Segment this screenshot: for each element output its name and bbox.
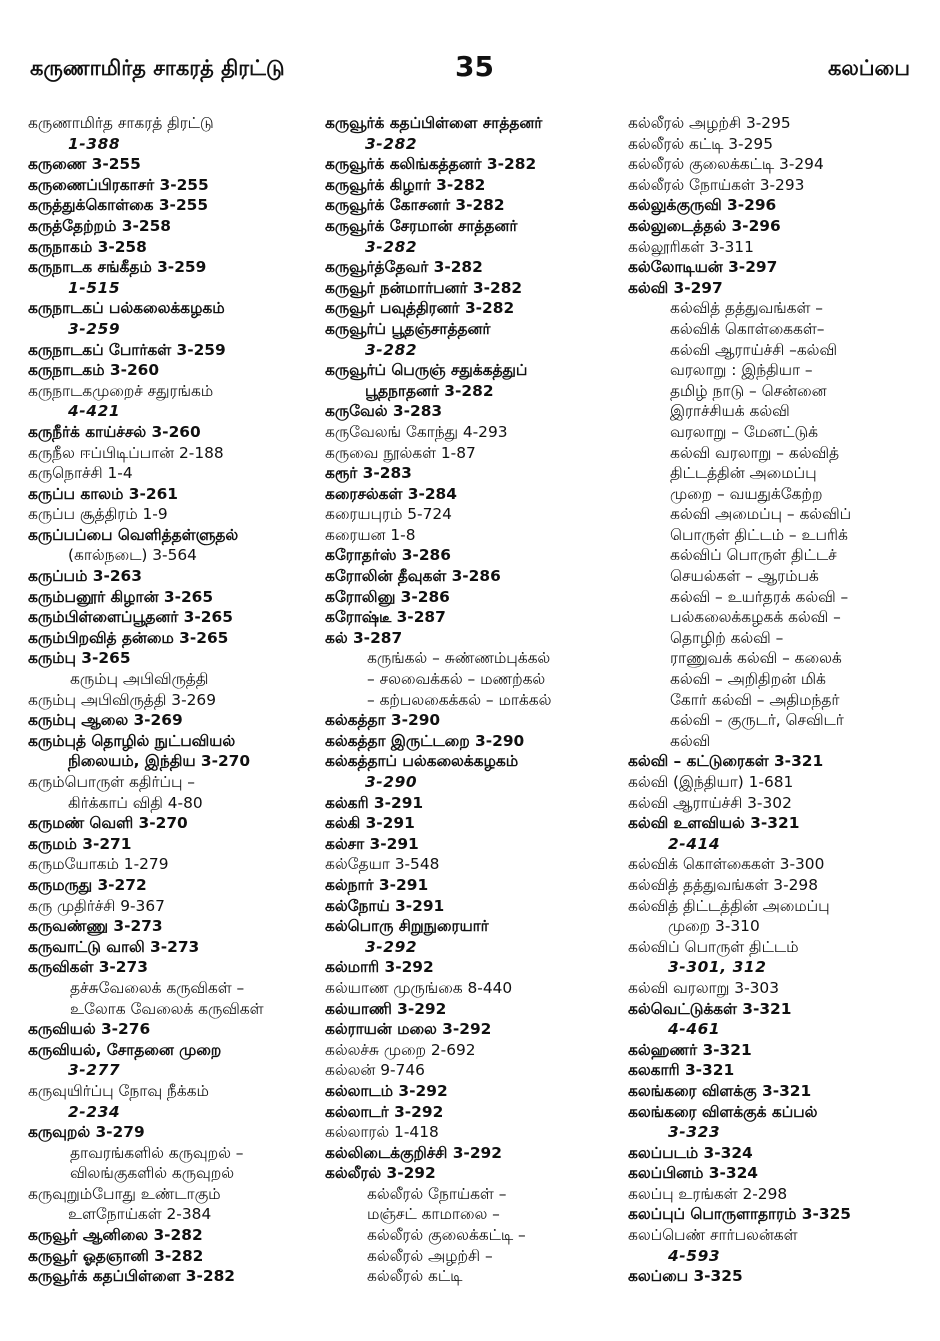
index-reference: 2-414 [668, 834, 721, 853]
index-reference: 4-593 [668, 1246, 721, 1265]
index-entry: கரோலினு 3-286 [325, 587, 450, 606]
index-subentry: வரலாறு : இந்தியா – [670, 361, 813, 380]
index-entry: கரும்பு ஆலை 3-269 [28, 711, 183, 730]
index-entry: கலப்பை 3-325 [628, 1267, 743, 1286]
index-subentry: கருங்கல் – சுண்ணம்புக்கல் [367, 649, 551, 668]
index-entry: கல்லாடம் 3-292 [325, 1081, 448, 1100]
index-entry: கரும்பு அபிவிருத்தி 3-269 [28, 690, 217, 709]
page-header [30, 50, 910, 96]
index-entry: கல்லீரல் குலைக்கட்டி 3-294 [628, 155, 824, 174]
index-entry: கல்லீரல் அழற்சி 3-295 [628, 114, 791, 132]
index-entry: கலங்கரை விளக்குக் கப்பல் [628, 1102, 818, 1121]
index-entry: கரையபுரம் 5-724 [325, 505, 452, 524]
index-entry: கல்லச்சு முறை 2-692 [325, 1040, 476, 1059]
index-entry: கரோஷ்டீ 3-287 [325, 608, 446, 627]
index-column-1 [28, 113, 318, 1287]
index-entry: கல்லுக்குருவி 3-296 [628, 196, 777, 215]
index-entry: கலப்பெண் சார்பலன்கள் [628, 1226, 798, 1245]
index-reference: 3-292 [365, 937, 418, 956]
index-entry: கருவூர்க் கலிங்கத்தனர் 3-282 [325, 155, 537, 174]
index-entry: கல்லோடியன் 3-297 [628, 258, 778, 277]
index-subentry: தொழிற் கல்வி – [670, 628, 784, 647]
index-entry: கரு முதிர்ச்சி 9-367 [28, 896, 165, 915]
index-entry: நிலையம், இந்திய 3-270 [68, 752, 251, 771]
index-entry: கருப்பம் 3-263 [28, 567, 142, 586]
index-entry: கல்கரி 3-291 [325, 793, 424, 812]
index-subentry: பொருள் திட்டம் – உபரிக் [670, 525, 848, 544]
index-entry: கருவியல் 3-276 [28, 1020, 151, 1039]
index-reference: 3-323 [668, 1123, 721, 1142]
index-entry: கரோதர்ஸ் 3-286 [325, 546, 451, 565]
index-entry: கருநாடகப் போர்கள் 3-259 [28, 340, 226, 359]
index-subentry: செயல்கள் – ஆரம்பக் [670, 567, 819, 586]
index-entry: கருவுறும்போது உண்டாகும் [28, 1184, 221, 1203]
index-entry: கருவூர்க் கிழார் 3-282 [325, 175, 486, 194]
index-reference: 3-259 [68, 319, 121, 338]
index-entry: கருவூர்க் கதப்பிள்ளை 3-282 [28, 1267, 235, 1286]
index-subentry: கல்லீரல் கட்டி [367, 1267, 463, 1286]
index-entry: கல்லாரல் 1-418 [325, 1123, 439, 1142]
index-entry: கல் 3-287 [325, 628, 403, 647]
index-subentry: திட்டத்தின் அமைப்பு [670, 464, 817, 483]
index-entry: கல்லூரிகள் 3-311 [628, 237, 754, 256]
index-entry: கருவூர்க் கதப்பிள்ளை சாத்தனர் [325, 114, 543, 132]
index-entry: கல்கத்தாப் பல்கலைக்கழகம் [325, 752, 519, 771]
index-entry: கல்ராயன் மலை 3-292 [325, 1020, 492, 1039]
index-subentry: கல்லீரல் அழற்சி – [367, 1246, 493, 1265]
index-entry: கல்யாண முருங்கை 8-440 [325, 978, 513, 997]
index-entry: கரும்பொருள் கதிர்ப்பு – [28, 773, 195, 791]
index-entry: கருப்ப சூத்திரம் 1-9 [28, 505, 168, 524]
index-entry: முறை 3-310 [668, 917, 760, 936]
index-entry: கருத்தேற்றம் 3-258 [28, 216, 172, 235]
index-entry: கருமண் வெளி 3-270 [28, 814, 188, 833]
index-entry: கல்வித் திட்டத்தின் அமைப்பு [628, 896, 830, 915]
index-entry: கருப்ப காலம் 3-261 [28, 484, 178, 503]
index-entry: கருமருது 3-272 [28, 875, 147, 894]
index-entry: கல்தேயா 3-548 [325, 855, 440, 874]
index-entry: கரும்பு 3-265 [28, 649, 131, 668]
index-entry: கருநாடகமுறைச் சதுரங்கம் [28, 381, 214, 400]
index-entry: கருவேலங் கோந்து 4-293 [325, 422, 508, 441]
index-entry: கருமயோகம் 1-279 [28, 855, 169, 874]
index-reference: 3-290 [365, 773, 418, 791]
index-entry: கலப்பினம் 3-324 [628, 1164, 759, 1183]
index-reference: 3-277 [68, 1061, 121, 1080]
index-entry: கருத்துக்கொள்கை 3-255 [28, 196, 209, 215]
index-entry: கலப்படம் 3-324 [628, 1143, 753, 1162]
index-entry: கல்வி (இந்தியா) 1-681 [628, 773, 794, 791]
index-entry: கரும்பனூர் கிழான் 3-265 [28, 587, 214, 606]
index-entry: உளநோய்கள் 2-384 [68, 1205, 212, 1224]
index-entry: கலகாரி 3-321 [628, 1061, 735, 1080]
index-entry: கருநாடக சங்கீதம் 3-259 [28, 258, 207, 277]
index-entry: (கால்நடை) 3-564 [68, 546, 197, 565]
index-entry: கரையன 1-8 [325, 525, 416, 544]
index-entry: கலப்பு உரங்கள் 2-298 [628, 1184, 788, 1203]
index-entry: கல்லன் 9-746 [325, 1061, 425, 1080]
index-subentry: விலங்குகளில் கருவுறல் [70, 1164, 234, 1183]
index-subentry: கல்வித் தத்துவங்கள் – [670, 299, 823, 318]
index-entry: கல்வி வரலாறு 3-303 [628, 978, 779, 997]
index-entry: கல்வெட்டுக்கள் 3-321 [628, 999, 792, 1018]
index-entry: கலங்கரை விளக்கு 3-321 [628, 1081, 812, 1100]
index-entry: கரும்பிள்ளைப்பூதனர் 3-265 [28, 608, 233, 627]
index-entry: கருவூர் ஓதஞானி 3-282 [28, 1246, 204, 1265]
index-subentry: கல்விக் கொள்கைகள்– [670, 319, 825, 338]
index-entry: கலப்புப் பொருளாதாரம் 3-325 [628, 1205, 851, 1224]
index-entry: கருவூர்ப் பூதஞ்சாத்தனர் [325, 319, 491, 338]
index-subentry: கல்வி அமைப்பு – கல்விப் [670, 505, 852, 524]
index-entry: கல்கத்தா 3-290 [325, 711, 441, 730]
index-subentry: கரும்பு அபிவிருத்தி [70, 670, 209, 689]
running-head-right: கலப்பை [828, 56, 910, 80]
index-reference: 3-301, 312 [668, 958, 767, 977]
index-entry: கரோலின் தீவுகள் 3-286 [325, 567, 501, 586]
index-subentry: கோர் கல்வி – அதிமந்தர் [670, 690, 840, 709]
index-subentry: தச்சுவேலைக் கருவிகள் – [70, 978, 245, 997]
index-entry: கருவூர்க் சேரமான் சாத்தனர் [325, 216, 518, 235]
index-reference: 3-282 [365, 237, 418, 256]
index-entry: கல்வி உளவியல் 3-321 [628, 814, 800, 833]
index-entry: கருநீர்க் காய்ச்சல் 3-260 [28, 422, 201, 441]
index-entry: கருவண்ணு 3-273 [28, 917, 163, 936]
index-entry: கரூர் 3-283 [325, 464, 412, 483]
index-entry: கல்லீரல் நோய்கள் 3-293 [628, 175, 805, 194]
index-subentry: முறை – வயதுக்கேற்ற [670, 484, 823, 503]
index-subentry: கல்வி – உயர்தரக் கல்வி – [670, 587, 849, 606]
index-reference: 4-461 [668, 1020, 721, 1039]
index-entry: கரும்பிறவித் தன்மை 3-265 [28, 628, 229, 647]
index-subentry: உலோக வேலைக் கருவிகள் [70, 999, 264, 1018]
index-entry: கரைசல்கள் 3-284 [325, 484, 457, 503]
index-entry: கல்கி 3-291 [325, 814, 415, 833]
index-subentry: இராச்சியக் கல்வி [670, 402, 790, 421]
index-reference: 2-234 [68, 1102, 121, 1121]
index-reference: 4-421 [68, 402, 121, 421]
index-entry: கருநாகம் 3-258 [28, 237, 147, 256]
index-subentry: வரலாறு – மேனட்டுக் [670, 422, 818, 441]
index-subentry: கல்வி ஆராய்ச்சி –கல்வி [670, 340, 837, 359]
index-entry: கருநாடகம் 3-260 [28, 361, 160, 380]
index-entry: கருவூர் பவுத்திரனர் 3-282 [325, 299, 515, 318]
index-entry: கருநொச்சி 1-4 [28, 464, 133, 483]
index-entry: கல்சா 3-291 [325, 834, 419, 853]
index-entry: கருவுறல் 3-279 [28, 1123, 145, 1142]
index-subentry: கல்வி – குருடர், செவிடர் [670, 711, 844, 730]
index-entry: கருவேல் 3-283 [325, 402, 443, 421]
index-entry: கருவுயிர்ப்பு நோவு நீக்கம் [28, 1081, 209, 1100]
index-subentry: தமிழ் நாடு – சென்னை [670, 381, 827, 400]
index-subentry: மஞ்சட் காமாலை – [367, 1205, 500, 1224]
index-entry: கருமம் 3-271 [28, 834, 132, 853]
index-subentry: பல்கலைக்கழகக் கல்வி – [670, 608, 841, 627]
index-entry: கல்வி 3-297 [628, 278, 723, 297]
index-entry: கல்லீரல் கட்டி 3-295 [628, 134, 773, 153]
index-column-2 [325, 113, 625, 1287]
index-entry: கல்நோய் 3-291 [325, 896, 445, 915]
index-entry: கருநீல ஈப்பிடிப்பான் 2-188 [28, 443, 224, 462]
index-entry: கருணைப்பிரகாசர் 3-255 [28, 175, 209, 194]
index-entry: கருநாடகப் பல்கலைக்கழகம் [28, 299, 225, 318]
index-reference: 3-282 [365, 134, 418, 153]
index-entry: கருவூர்த்தேவர் 3-282 [325, 258, 483, 277]
index-entry: கல்லுடைத்தல் 3-296 [628, 216, 781, 235]
index-entry: கருவிகள் 3-273 [28, 958, 148, 977]
index-subentry: ராணுவக் கல்வி – கலைக் [670, 649, 842, 668]
index-entry: கல்நார் 3-291 [325, 875, 429, 894]
index-entry: கல்லீரல் 3-292 [325, 1164, 436, 1183]
index-entry: கருணாமிர்த சாகரத் திரட்டு [28, 114, 214, 132]
index-entry: கருப்பப்பை வெளித்தள்ளுதல் [28, 525, 239, 544]
index-subentry: தாவரங்களில் கருவுறல் – [70, 1143, 244, 1162]
index-entry: கல்விப் பொருள் திட்டம் [628, 937, 799, 956]
index-entry: கருவை நூல்கள் 1-87 [325, 443, 476, 462]
index-subentry: கல்வி [670, 731, 711, 750]
index-reference: 3-282 [365, 340, 418, 359]
index-entry: கல்கத்தா இருட்டறை 3-290 [325, 731, 525, 750]
index-entry: கருவாட்டு வாலி 3-273 [28, 937, 200, 956]
index-column-3 [628, 113, 928, 1287]
index-entry: கல்மாரி 3-292 [325, 958, 434, 977]
index-entry: கருவூர் நன்மார்பனர் 3-282 [325, 278, 523, 297]
index-entry: கருவூர்ப் பெருஞ் சதுக்கத்துப் [325, 361, 528, 380]
index-subentry: – சலவைக்கல் – மணற்கல் [367, 670, 546, 689]
page-number: 35 [455, 50, 494, 83]
index-entry: கிர்க்காப் விதி 4-80 [68, 793, 203, 812]
index-entry: கல்வி – கட்டுரைகள் 3-321 [628, 752, 824, 771]
index-entry: கல்ஹணர் 3-321 [628, 1040, 752, 1059]
index-subentry: கல்விப் பொருள் திட்டச் [670, 546, 837, 565]
index-entry: கருவூர் ஆனிலை 3-282 [28, 1226, 203, 1245]
index-entry: கல்லிடைக்குறிச்சி 3-292 [325, 1143, 502, 1162]
index-subentry: கல்வி வரலாறு – கல்வித் [670, 443, 840, 462]
index-entry: கல்வித் தத்துவங்கள் 3-298 [628, 875, 819, 894]
index-entry: கருவூர்க் கோசனர் 3-282 [325, 196, 505, 215]
index-subentry: கல்லீரல் குலைக்கட்டி – [367, 1226, 526, 1245]
index-entry: கல்யாணி 3-292 [325, 999, 447, 1018]
index-entry: கருவியல், சோதனை முறை [28, 1040, 222, 1059]
index-reference: 1-388 [68, 134, 121, 153]
index-entry: பூதநாதனர் 3-282 [365, 381, 494, 400]
index-subentry: – கற்பலகைக்கல் – மாக்கல் [367, 690, 552, 709]
index-entry: கரும்புத் தொழில் நுட்பவியல் [28, 731, 236, 750]
index-entry: கல்வி ஆராய்ச்சி 3-302 [628, 793, 792, 812]
index-entry: கல்லாடர் 3-292 [325, 1102, 444, 1121]
index-entry: கருணை 3-255 [28, 155, 141, 174]
index-subentry: கல்லீரல் நோய்கள் – [367, 1184, 507, 1203]
index-entry: கல்பொரு சிறுநுரையார் [325, 917, 489, 936]
index-subentry: கல்வி – அறிதிறன் மிக் [670, 670, 826, 689]
index-entry: கல்விக் கொள்கைகள் 3-300 [628, 855, 825, 874]
index-reference: 1-515 [68, 278, 121, 297]
running-head-left: கருணாமிர்த சாகரத் திரட்டு [30, 56, 285, 80]
